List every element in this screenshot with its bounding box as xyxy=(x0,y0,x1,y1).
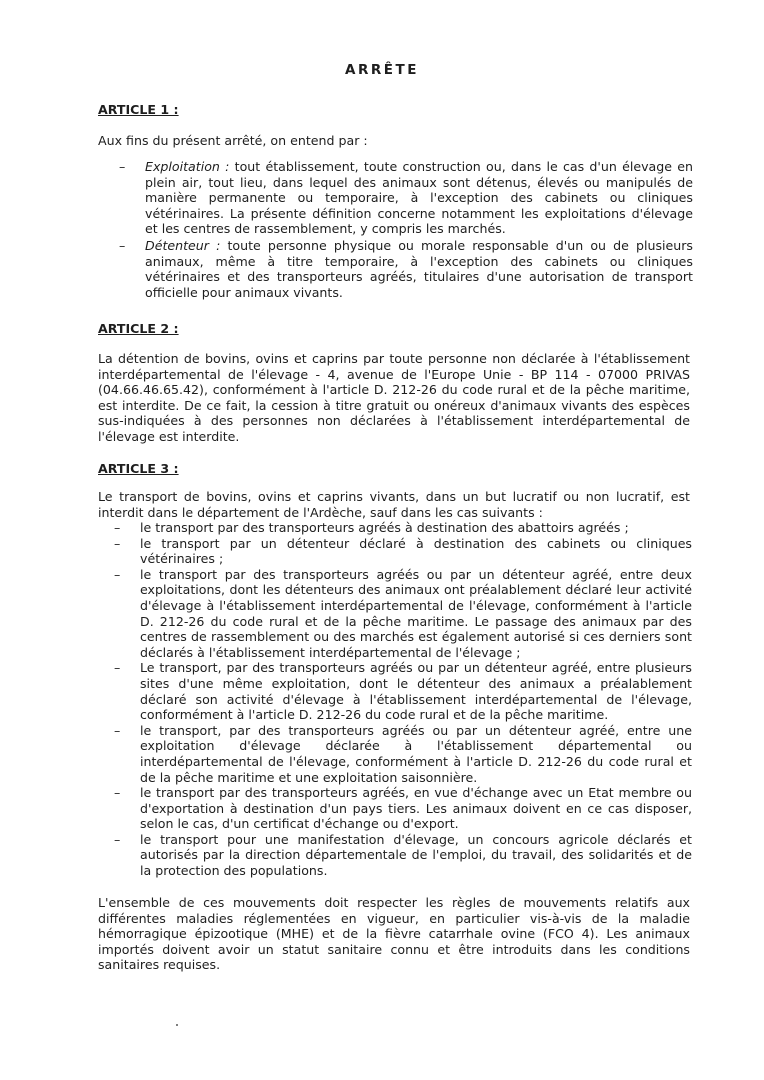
list-item-text: le transport, par des transporteurs agréés ou par un détenteur agréé, entre une exploitation d'élevage déclarée à l'établissement départemental ou interdépartemental de l'élevage, conformément à l'article D. 212-26 du code rural et de la pêche maritime et une exploitation saisonnière. xyxy=(140,722,692,785)
list-item xyxy=(114,535,692,567)
list-dash: – xyxy=(119,159,126,174)
definition-term: Exploitation : xyxy=(145,159,230,174)
list-dash: – xyxy=(114,520,121,535)
article-2-heading: ARTICLE 2 : xyxy=(98,321,179,336)
definition-item xyxy=(119,237,693,300)
definition-text: tout établissement, toute construction ou, dans le cas d'un élevage en plein air, tout lieu, dans lequel des animaux sont détenus, élevés ou manipulés de manière permanente ou temporaire, à l'exception des cabinets ou cliniques vétérinaires. La présente définition concerne notamment les exploitations d'élevage et les centres de rassemblement, y compris les marchés. xyxy=(145,159,693,237)
definition-item xyxy=(119,159,693,237)
list-item xyxy=(114,831,692,879)
list-item xyxy=(114,566,692,661)
article-3-cases xyxy=(114,520,692,879)
list-item-text: Le transport, par des transporteurs agréés ou par un détenteur agréé, entre plusieurs sites d'une même exploitation, dont le détenteur des animaux a préalablement déclaré son activité d'élevage à l'établissement interdépartemental de l'élevage, conformément à l'article D. 212-26 du code rural et de la pêche maritime. xyxy=(140,660,692,723)
article-1-definitions xyxy=(119,159,693,301)
list-item xyxy=(114,660,692,723)
list-dash: – xyxy=(114,722,121,738)
closing-paragraph: L'ensemble de ces mouvements doit respecter les règles de mouvements relatifs aux différentes maladies réglementées en vigueur, en particulier vis-à-vis de la maladie hémorragique épizootique (MHE) et de la fièvre catarrhale ovine (FCO 4). Les animaux importés doivent avoir un statut sanitaire connu et être introduits dans les conditions sanitaires requises. xyxy=(98,895,690,973)
article-1-intro: Aux fins du présent arrêté, on entend par : xyxy=(98,133,368,148)
list-item-text: le transport par des transporteurs agréés ou par un détenteur agréé, entre deux exploitations, dont les détenteurs des animaux ont préalablement déclaré leur activité d'élevage à l'établissement interdépartemental de l'élevage, conformément à l'article D. 212-26 du code rural et de la pêche maritime. Le passage des animaux par des centres de rassemblement ou des marchés est également autorisé si ces derniers sont déclarés à l'établissement interdépartemental de l'élevage ; xyxy=(140,566,692,660)
list-dash: – xyxy=(114,535,121,551)
article-1-heading: ARTICLE 1 : xyxy=(98,102,179,117)
definition-text: toute personne physique ou morale responsable d'un ou de plusieurs animaux, même à titre temporaire, à l'exception des cabinets ou cliniques vétérinaires et des transporteurs agréés, titulaires d'une autorisation de transport officielle pour animaux vivants. xyxy=(145,237,693,300)
scan-speck xyxy=(176,1024,178,1026)
list-dash: – xyxy=(114,566,121,582)
article-3-intro: Le transport de bovins, ovins et caprins vivants, dans un but lucratif ou non lucratif, est interdit dans le département de l'Ardèche, sauf dans les cas suivants : xyxy=(98,489,690,520)
list-item xyxy=(114,785,692,832)
list-item-text: le transport par un détenteur déclaré à destination des cabinets ou cliniques vétérinaires ; xyxy=(140,535,692,567)
list-dash: – xyxy=(114,831,121,847)
list-dash: – xyxy=(119,237,126,253)
article-3-heading: ARTICLE 3 : xyxy=(98,461,179,476)
definition-term: Détenteur : xyxy=(145,237,221,253)
list-item-text: le transport par des transporteurs agréés, en vue d'échange avec un Etat membre ou d'exportation à destination d'un pays tiers. Les animaux doivent en ce cas disposer, selon le cas, d'un certificat d'échange ou d'export. xyxy=(140,785,692,832)
article-2-text: La détention de bovins, ovins et caprins par toute personne non déclarée à l'établissement interdépartemental de l'élevage - 4, avenue de l'Europe Unie - BP 114 - 07000 PRIVAS (04.66.46.65.42), conformément à l'article D. 212-26 du code rural et de la pêche maritime, est interdite. De ce fait, la cession à titre gratuit ou onéreux d'animaux vivants des espèces sus-indiquées à des personnes non déclarées à l'établissement interdépartemental de l'élevage est interdite. xyxy=(98,351,690,444)
document-title: ARRÊTE xyxy=(345,62,419,78)
list-item xyxy=(114,722,692,785)
list-item xyxy=(114,520,692,536)
list-dash: – xyxy=(114,785,121,801)
list-item-text: le transport par des transporteurs agréés à destination des abattoirs agréés ; xyxy=(140,520,629,535)
list-item-text: le transport pour une manifestation d'élevage, un concours agricole déclarés et autorisés par la direction départementale de l'emploi, du travail, des solidarités et de la protection des populations. xyxy=(140,831,692,879)
list-dash: – xyxy=(114,660,121,676)
